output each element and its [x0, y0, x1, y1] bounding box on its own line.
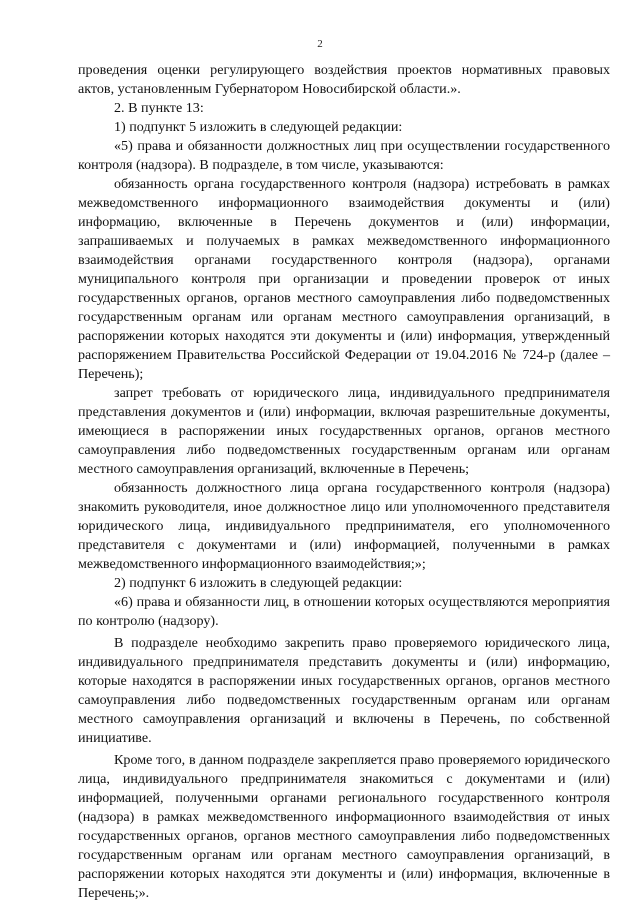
- paragraph-subitem-2: 2) подпункт 6 изложить в следующей редакции:: [114, 575, 403, 591]
- paragraph-quote-5: «5) права и обязанности должностных лиц при осуществлении государственного контроля (надзора). В подразделе, в том числе, указываются:: [78, 138, 610, 173]
- paragraph-official-obligation: обязанность должностного лица органа государственного контроля (надзора) знакомить руководителя, иное должностное лицо или уполномоченного представителя юридического лица, индивидуального предпринимателя, его уполномоченного представителя с документами и (или) информацией, полученными в рамках межведомственного информационного взаимодействия;»;: [78, 480, 610, 572]
- paragraph-continuation: проведения оценки регулирующего воздействия проектов нормативных правовых актов, установленным Губернатором Новосибирской области.».: [78, 62, 610, 97]
- paragraph-item-2: 2. В пункте 13:: [114, 100, 204, 116]
- paragraph-right-to-review: Кроме того, в данном подразделе закрепляется право проверяемого юридического лица, индивидуального предпринимателя знакомиться с документами и (или) информацией, полученными органами регионального государственного контроля (надзора) в рамках межведомственного информационного взаимодействия от иных государственных органов, органов местного самоуправления либо подведомственных государственным органам или органам местного самоуправления организаций, в распоряжении которых находятся эти документы и (или) информация, включенные в Перечень;».: [78, 752, 610, 901]
- page-number: 2: [317, 38, 323, 50]
- document-body: [78, 61, 610, 903]
- paragraph-quote-6: «6) права и обязанности лиц, в отношении которых осуществляются мероприятия по контролю (надзору).: [78, 594, 610, 629]
- paragraph-subitem-1: 1) подпункт 5 изложить в следующей редакции:: [114, 119, 403, 135]
- paragraph-right-to-submit: В подразделе необходимо закрепить право проверяемого юридического лица, индивидуального предпринимателя представить документы и (или) информацию, которые находятся в распоряжении иных государственных органов, органов местного самоуправления либо подведомственных государственным органам или органам местного самоуправления организаций и включены в Перечень, по собственной инициативе.: [78, 635, 610, 746]
- paragraph-prohibition: запрет требовать от юридического лица, индивидуального предпринимателя представления документов и (или) информации, включая разрешительные документы, имеющиеся в распоряжении иных государственных органов, органов местного самоуправления либо подведомственных государственным органам или органам местного самоуправления организаций, включенные в Перечень;: [78, 385, 610, 477]
- paragraph-obligation-body: обязанность органа государственного контроля (надзора) истребовать в рамках межведомственного информационного взаимодействия документы и (или) информацию, включенные в Перечень документов и (или) информации, запрашиваемых и получаемых в рамках межведомственного информационного взаимодействия органами государственного контроля (надзора), органами муниципального контроля при организации и проведении проверок от иных государственных органов, органов местного самоуправления либо подведомственных государственным органам или органам местного самоуправления организаций, в распоряжении которых находятся эти документы и (или) информация, утвержденный распоряжением Правительства Российской Федерации от 19.04.2016 № 724-р (далее – Перечень);: [78, 176, 610, 382]
